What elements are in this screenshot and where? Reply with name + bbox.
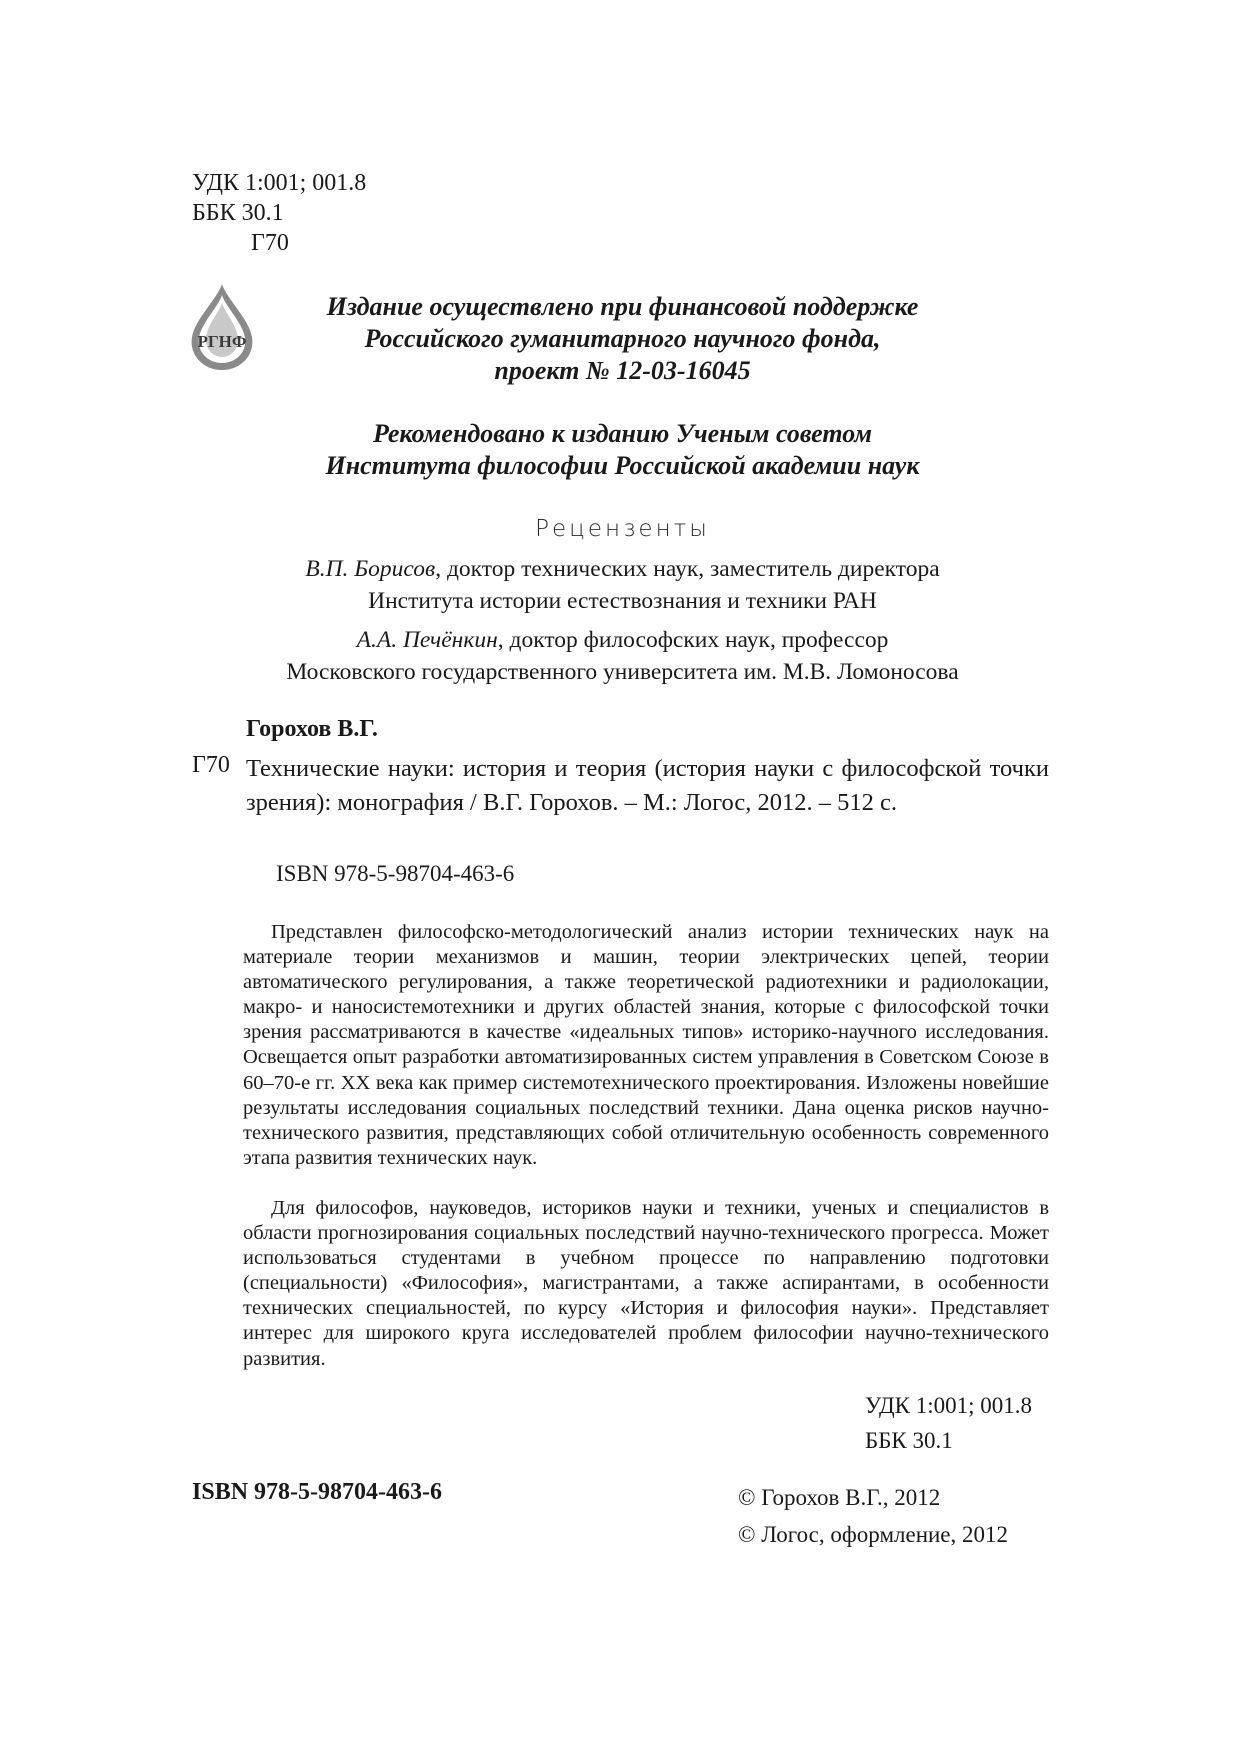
abstract-paragraph-2 [243,1196,1049,1372]
udk-code: УДК 1:001; 001.8 [192,170,367,196]
author-mark: Г70 [251,230,289,256]
recommendation-statement [250,418,995,482]
recommendation-line-1: Рекомендовано к изданию Ученым советом [372,419,873,448]
reviewer-2 [200,624,1045,688]
reviewer-1-title: , доктор технических наук, заместитель директора [435,556,940,582]
author-name: Горохов В.Г. [246,716,378,742]
bibliography-code: Г70 [192,752,230,778]
reviewers-title: Рецензенты [535,516,710,542]
recommendation-line-2: Института философии Российской академии наук [325,451,920,480]
footer-classification [865,1388,1032,1458]
rgnf-logo-icon [187,281,257,375]
copyright-block [738,1479,1008,1553]
footer-bbk: ББК 30.1 [865,1428,953,1453]
abstract-text-1: Представлен философско-методологический анализ истории технических наук на материале теории механизмов и машин, теории электрических цепей, теории автоматического регулирования, а также теоретической радиотехники и радиолокации, макро- и наносистемотехники и других областей знания, которые с философской точки зрения рассматриваются в качестве «идеальных типов» историко-научного исследования. Освещается опыт разработки автоматизированных систем управления в Советском Союзе в 60–70-е гг. XX века как пример системотехнического проектирования. Изложены новейшие результаты исследования социальных последствий техники. Дана оценка рисков научно-технического развития, представляющих собой отличительную особенность современного этапа развития технических наук. [243,921,1049,1169]
bibliography-description: Технические науки: история и теория (история науки с философской точки зрения): монография / В.Г. Горохов. – М.: Логос, 2012. – 512 с. [246,755,1049,816]
reviewer-1-affiliation: Института истории естествознания и техники РАН [368,588,877,614]
reviewer-2-affiliation: Московского государственного университета им. М.В. Ломоносова [286,659,959,685]
reviewer-2-title: , доктор философских наук, профессор [497,627,889,653]
copyright-publisher: © Логос, оформление, 2012 [738,1522,1009,1547]
bbk-code: ББК 30.1 [192,200,284,226]
copyright-author: © Горохов В.Г., 2012 [738,1485,941,1510]
reviewer-2-name: А.А. Печёнкин [356,627,498,653]
funding-line-2: Российского гуманитарного научного фонда, [364,324,881,353]
abstract-paragraph-1 [243,920,1049,1171]
footer-udk: УДК 1:001; 001.8 [865,1393,1033,1418]
funding-line-1: Издание осуществлено при финансовой поддержке [326,292,919,321]
bibliography-isbn: ISBN 978-5-98704-463-6 [276,861,515,886]
footer-isbn: ISBN 978-5-98704-463-6 [192,1479,442,1505]
svg-text:РГНФ: РГНФ [197,332,247,351]
rgnf-logo [187,281,257,375]
funding-statement [250,291,995,387]
reviewer-1-name: В.П. Борисов [305,556,436,582]
abstract-text-2: Для философов, науковедов, историков науки и техники, ученых и специалистов в области прогнозирования социальных последствий научно-технического прогресса. Может использоваться студентами в учебном процессе по направлению подготовки (специальности) «Философия», магистрантами, а также аспирантами, в особенности технических специальностей, по курсу «История и философия науки». Представляет интерес для широкого круга исследователей проблем философии научно-технического развития. [243,1197,1049,1370]
funding-line-3: проект № 12-03-16045 [494,356,751,385]
reviewer-1 [200,553,1045,617]
